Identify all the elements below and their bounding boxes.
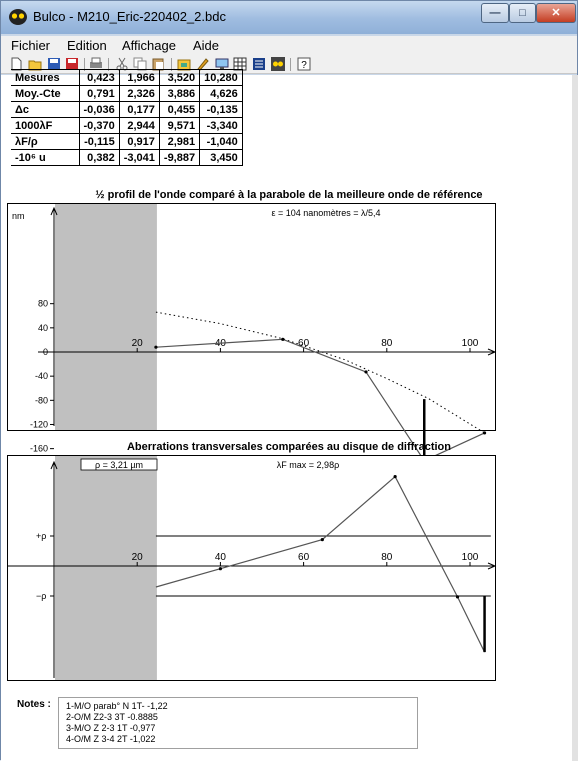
y-axis-label: nm	[12, 211, 25, 221]
cell-value: 0,791	[79, 86, 119, 102]
measures-row	[11, 118, 242, 134]
notes-box[interactable]	[58, 697, 418, 749]
cell-value: 3,450	[200, 150, 243, 166]
toolbar-separator	[290, 58, 291, 71]
y-tick-label: -40	[34, 371, 48, 382]
profile-point	[281, 338, 284, 341]
cell-value: -3,340	[200, 118, 243, 134]
y-tick-label: -80	[34, 395, 48, 406]
masked-zone	[55, 456, 157, 680]
x-tick-label: 60	[298, 552, 310, 563]
cell-value: -9,887	[159, 150, 199, 166]
measures-row	[11, 150, 242, 166]
measures-table	[11, 69, 243, 166]
profile-point	[154, 346, 157, 349]
cell-value: -0,115	[79, 134, 119, 150]
y-tick-label: 80	[37, 298, 48, 309]
epsilon-annotation: ε = 104 nanomètres = λ/5,4	[271, 208, 381, 218]
note-line: 3-M/O Z 2-3 1T -0,977	[66, 723, 156, 733]
x-tick-label: 100	[461, 338, 479, 349]
cell-value: 0,423	[79, 70, 119, 86]
x-tick-label: 20	[131, 552, 143, 563]
x-tick-label: 80	[381, 338, 393, 349]
measures-row	[11, 70, 242, 86]
row-label: λF/ρ	[11, 134, 79, 150]
title-bar[interactable]	[1, 1, 577, 34]
row-label: -10⁶ u	[11, 150, 79, 166]
cell-value: -1,040	[200, 134, 243, 150]
menu-edition[interactable]: Edition	[67, 38, 107, 53]
lambda-f-annotation: λF max = 2,98ρ	[276, 460, 340, 470]
aberration-point	[394, 475, 397, 478]
menu-fichier[interactable]: Fichier	[11, 38, 51, 53]
cell-value: 3,886	[159, 86, 199, 102]
y-tick-label: -120	[29, 419, 48, 430]
row-label: Δc	[11, 102, 79, 118]
cell-value: 1,966	[119, 70, 159, 86]
menu-affichage[interactable]: Affichage	[122, 38, 176, 53]
cell-value: -0,036	[79, 102, 119, 118]
window-title: Bulco - M210_Eric-220402_2.bdc	[33, 9, 226, 24]
y-tick-label: −ρ	[36, 591, 47, 601]
x-tick-label: 20	[131, 338, 143, 349]
aberration-point	[219, 567, 222, 570]
aberration-chart-title: Aberrations transversales comparées au disque de diffraction	[126, 441, 451, 453]
rho-annotation: ρ = 3,21 µm	[94, 460, 144, 470]
document-view[interactable]	[1, 71, 577, 761]
note-line: 2-O/M Z2-3 3T -0.8885	[66, 712, 158, 722]
x-tick-label: 40	[214, 552, 226, 563]
measures-row	[11, 134, 242, 150]
cell-value: 9,571	[159, 118, 199, 134]
cell-value: 0,917	[119, 134, 159, 150]
maximize-button[interactable]: □	[509, 3, 536, 23]
cell-value: 0,455	[159, 102, 199, 118]
close-button[interactable]: ✕	[536, 3, 576, 23]
bulco-logo-icon[interactable]	[271, 57, 285, 71]
aberration-point	[456, 595, 459, 598]
profile-chart-title: ½ profil de l'onde comparé à la parabole de la meilleure onde de référence	[95, 189, 483, 201]
x-tick-label: 40	[214, 338, 226, 349]
svg-text:?: ?	[301, 60, 307, 71]
note-line: 1-M/O parab° N 1T- -1,22	[66, 701, 168, 711]
reference-parabola	[156, 312, 485, 433]
bulco-app-icon	[8, 8, 28, 26]
menu-aide[interactable]: Aide	[193, 38, 220, 53]
cell-value: 2,326	[119, 86, 159, 102]
row-label: Moy.-Cte	[11, 86, 79, 102]
notes-label: Notes :	[17, 699, 51, 710]
cell-value: -0,135	[200, 102, 243, 118]
row-label: 1000λF	[11, 118, 79, 134]
aberration-point	[321, 538, 324, 541]
cell-value: 2,981	[159, 134, 199, 150]
cell-value: 2,944	[119, 118, 159, 134]
profile-point	[483, 431, 486, 434]
help-icon[interactable]	[297, 57, 311, 71]
y-tick-label: -160	[29, 443, 48, 454]
masked-zone	[55, 204, 157, 430]
transverse-aberration-chart	[7, 455, 496, 681]
y-tick-label: 40	[37, 322, 48, 333]
x-tick-label: 100	[461, 552, 479, 563]
x-tick-label: 60	[298, 338, 310, 349]
cell-value: 10,280	[200, 70, 243, 86]
menu-bar	[1, 36, 577, 55]
y-tick-label: +ρ	[36, 531, 47, 541]
x-tick-label: 80	[381, 552, 393, 563]
row-label: Mesures	[11, 70, 79, 86]
minimize-button[interactable]: —	[481, 3, 509, 23]
y-tick-label: 0	[42, 347, 48, 357]
measures-row	[11, 86, 242, 102]
cell-value: 0,382	[79, 150, 119, 166]
measures-row	[11, 102, 242, 118]
cell-value: 0,177	[119, 102, 159, 118]
cell-value: -3,041	[119, 150, 159, 166]
blue-grid-icon[interactable]	[252, 57, 266, 71]
aberration-line	[156, 477, 485, 652]
vertical-scrollbar[interactable]	[572, 75, 578, 761]
cell-value: 4,626	[200, 86, 243, 102]
note-line: 4-O/M Z 3-4 2T -1,022	[66, 734, 156, 744]
cell-value: 3,520	[159, 70, 199, 86]
cell-value: -0,370	[79, 118, 119, 134]
profile-point	[364, 370, 367, 373]
